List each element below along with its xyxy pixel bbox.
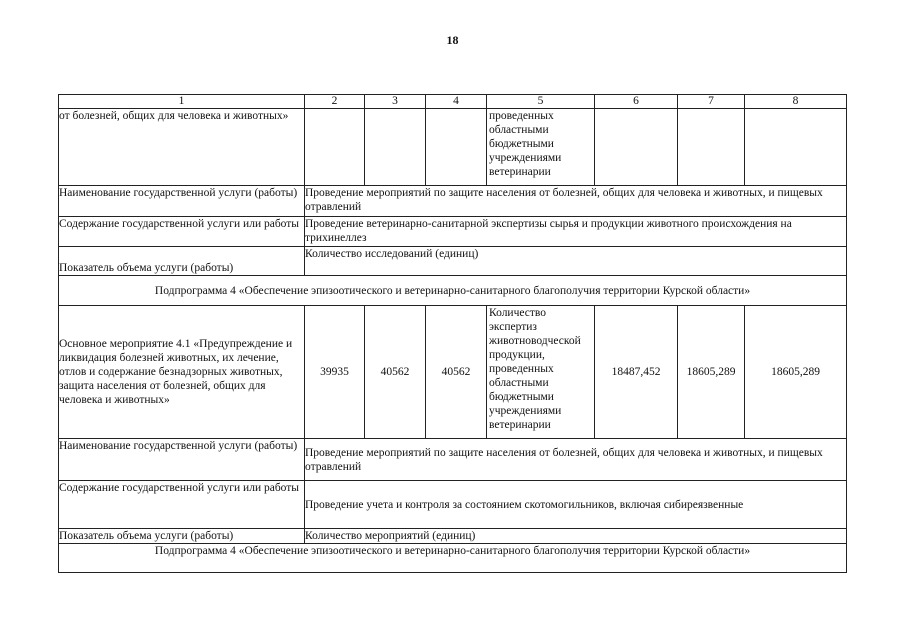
- block2-content-value: Проведение учета и контроля за состоянием скотомогильников, включая сибиреязвенные: [305, 481, 847, 529]
- continued-col4: [426, 109, 487, 186]
- block1-service-name-value: Проведение мероприятий по защите населения от болезней, общих для человека и животных, и пищевых отравлений: [305, 186, 847, 217]
- continued-col7: [678, 109, 745, 186]
- block1-service-name-label: Наименование государственной услуги (работы): [59, 186, 305, 217]
- continued-col2: [305, 109, 365, 186]
- block1-content-value: Проведение ветеринарно-санитарной экспертизы сырья и продукции животного происхождения на трихинеллез: [305, 217, 847, 247]
- continued-event-name: от болезней, общих для человека и животных»: [59, 109, 305, 186]
- block2-content-row: [59, 481, 847, 529]
- main-event-col2: 39935: [305, 306, 365, 439]
- header-cell-8: 8: [745, 95, 847, 109]
- subprogram-row-2: [59, 544, 847, 573]
- block2-indicator-label: Показатель объема услуги (работы): [59, 529, 305, 544]
- header-cell-4: 4: [426, 95, 487, 109]
- header-cell-5: 5: [487, 95, 595, 109]
- main-event-col6: 18487,452: [595, 306, 678, 439]
- header-cell-1: 1: [59, 95, 305, 109]
- block1-indicator-label: Показатель объема услуги (работы): [59, 247, 305, 276]
- continued-indicator: проведенных областными бюджетными учреждениями ветеринарии: [487, 109, 595, 186]
- block1-content-label: Содержание государственной услуги или работы: [59, 217, 305, 247]
- block1-indicator-value: Количество исследований (единиц): [305, 247, 847, 276]
- block1-indicator-row: [59, 247, 847, 276]
- subprogram-title-1: Подпрограмма 4 «Обеспечение эпизоотического и ветеринарно-санитарного благополучия территории Курской области»: [59, 276, 847, 306]
- header-cell-6: 6: [595, 95, 678, 109]
- continued-col3: [365, 109, 426, 186]
- header-cell-7: 7: [678, 95, 745, 109]
- continued-col8: [745, 109, 847, 186]
- document-table: [58, 94, 847, 573]
- block1-service-name-row: [59, 186, 847, 217]
- header-cell-2: 2: [305, 95, 365, 109]
- block2-indicator-value: Количество мероприятий (единиц): [305, 529, 847, 544]
- block2-service-name-value: Проведение мероприятий по защите населения от болезней, общих для человека и животных, и пищевых отравлений: [305, 439, 847, 481]
- header-row: [59, 95, 847, 109]
- subprogram-row-1: [59, 276, 847, 306]
- block2-indicator-row: [59, 529, 847, 544]
- main-event-row: [59, 306, 847, 439]
- block2-service-name-label: Наименование государственной услуги (работы): [59, 439, 305, 481]
- block1-content-row: [59, 217, 847, 247]
- main-event-name: Основное мероприятие 4.1 «Предупреждение и ликвидация болезней животных, их лечение, отлов и содержание безнадзорных животных, защита населения от болезней, общих для человека и животных»: [59, 306, 305, 439]
- continued-col6: [595, 109, 678, 186]
- block2-content-label: Содержание государственной услуги или работы: [59, 481, 305, 529]
- continued-row: [59, 109, 847, 186]
- main-event-col3: 40562: [365, 306, 426, 439]
- main-event-col8: 18605,289: [745, 306, 847, 439]
- main-event-col7: 18605,289: [678, 306, 745, 439]
- main-event-indicator: Количество экспертиз животноводческой продукции, проведенных областными бюджетными учреждениями ветеринарии: [487, 306, 595, 439]
- header-cell-3: 3: [365, 95, 426, 109]
- subprogram-title-2: Подпрограмма 4 «Обеспечение эпизоотического и ветеринарно-санитарного благополучия территории Курской области»: [59, 544, 847, 573]
- block2-service-name-row: [59, 439, 847, 481]
- page-number: 18: [446, 33, 459, 47]
- main-event-col4: 40562: [426, 306, 487, 439]
